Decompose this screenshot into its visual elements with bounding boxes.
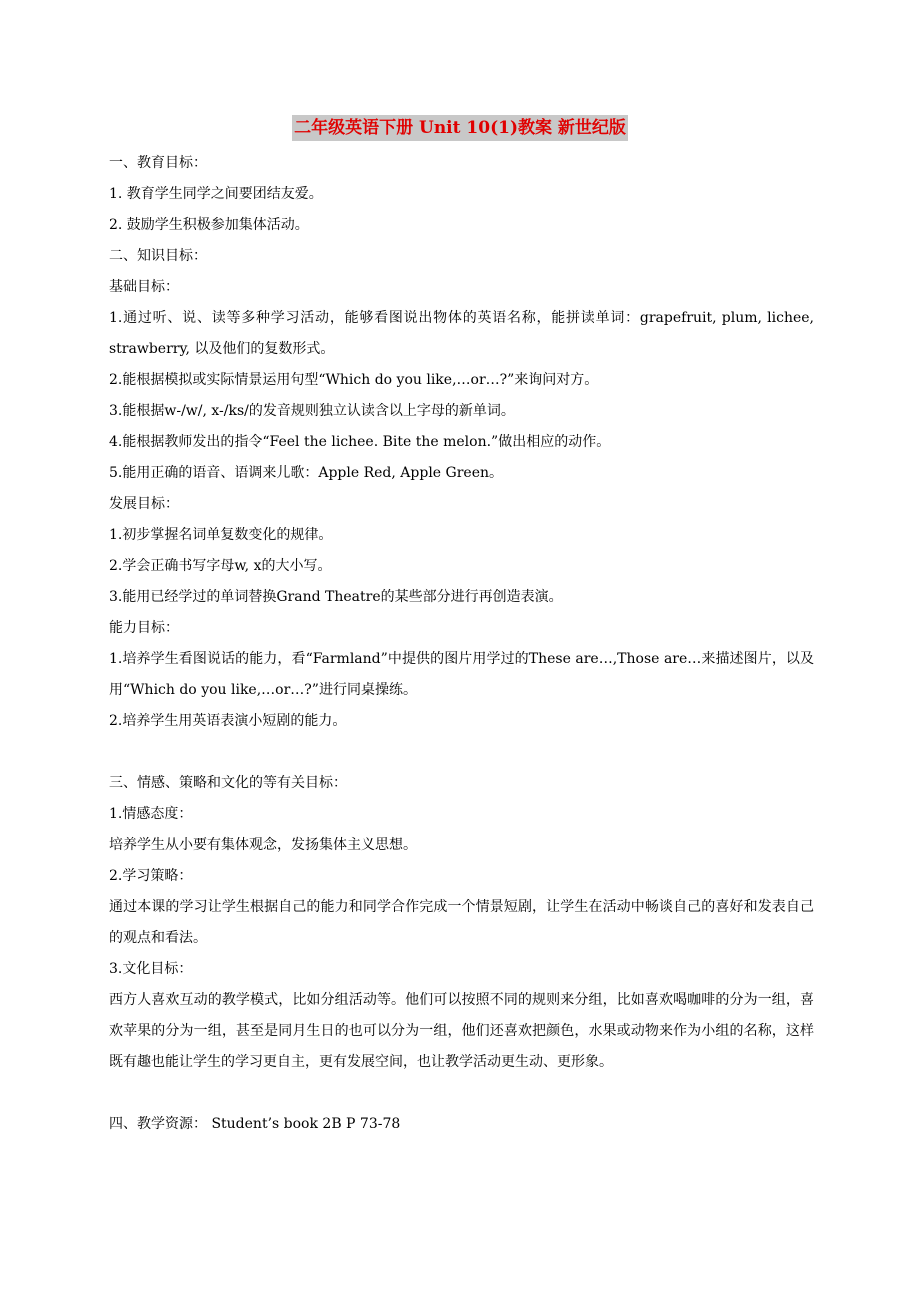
- subheading-ability-goals: 能力目标：: [109, 620, 179, 636]
- document-title: 二年级英语下册 Unit 10(1)教案 新世纪版: [292, 115, 628, 141]
- list-item: 5.能用正确的语音、语调来儿歌：Apple Red, Apple Green。: [109, 465, 504, 481]
- subheading-emotional-attitude: 1.情感态度：: [109, 806, 193, 822]
- list-item: 2. 鼓励学生积极参加集体活动。: [109, 217, 309, 233]
- list-item: 2.能根据模拟或实际情景运用句型“Which do you like,…or…?”来询问对方。: [109, 372, 599, 388]
- list-item: 3.能用已经学过的单词替换Grand Theatre的某些部分进行再创造表演。: [109, 589, 563, 605]
- subheading-development-goals: 发展目标：: [109, 496, 179, 512]
- paragraph: 1.培养学生看图说话的能力，看“Farmland”中提供的图片用学过的These are…,Those are…来描述图片，以及用“Which do you like,…or…?”进行同桌操练。: [109, 651, 814, 698]
- list-item: 2.培养学生用英语表演小短剧的能力。: [109, 713, 347, 729]
- paragraph: 培养学生从小要有集体观念，发扬集体主义思想。: [109, 837, 417, 853]
- list-item: 1. 教育学生同学之间要团结友爱。: [109, 186, 323, 202]
- document-body: [109, 148, 814, 1140]
- section-heading-affective-goals: 三、情感、策略和文化的等有关目标：: [109, 775, 347, 791]
- list-item: 3.能根据w-/w/, x-/ks/的发音规则独立认读含以上字母的新单词。: [109, 403, 515, 419]
- list-item: 1.初步掌握名词单复数变化的规律。: [109, 527, 333, 543]
- paragraph: 西方人喜欢互动的教学模式，比如分组活动等。他们可以按照不同的规则来分组，比如喜欢喝咖啡的分为一组，喜欢苹果的分为一组，甚至是同月生日的也可以分为一组，他们还喜欢把颜色，水果或动物来作为小组的名称，这样既有趣也能让学生的学习更自主，更有发展空间，也让教学活动更生动、更形象。: [109, 992, 814, 1070]
- list-item: 4.能根据教师发出的指令“Feel the lichee. Bite the melon.”做出相应的动作。: [109, 434, 611, 450]
- section-heading-knowledge-goals: 二、知识目标：: [109, 248, 207, 264]
- subheading-cultural-goals: 3.文化目标：: [109, 961, 193, 977]
- subheading-learning-strategy: 2.学习策略：: [109, 868, 193, 884]
- paragraph: 1.通过听、说、读等多种学习活动，能够看图说出物体的英语名称，能拼读单词：grapefruit, plum, lichee, strawberry, 以及他们的复数形式。: [109, 310, 814, 357]
- subheading-basic-goals: 基础目标：: [109, 279, 179, 295]
- blank-line: [109, 1078, 814, 1109]
- section-heading-teaching-resources: 四、教学资源： Student’s book 2B P 73-78: [109, 1116, 401, 1132]
- section-heading-education-goals: 一、教育目标：: [109, 155, 207, 171]
- blank-line: [109, 737, 814, 768]
- title-container: [0, 115, 920, 141]
- paragraph: 通过本课的学习让学生根据自己的能力和同学合作完成一个情景短剧，让学生在活动中畅谈自己的喜好和发表自己的观点和看法。: [109, 899, 814, 946]
- list-item: 2.学会正确书写字母w, x的大小写。: [109, 558, 332, 574]
